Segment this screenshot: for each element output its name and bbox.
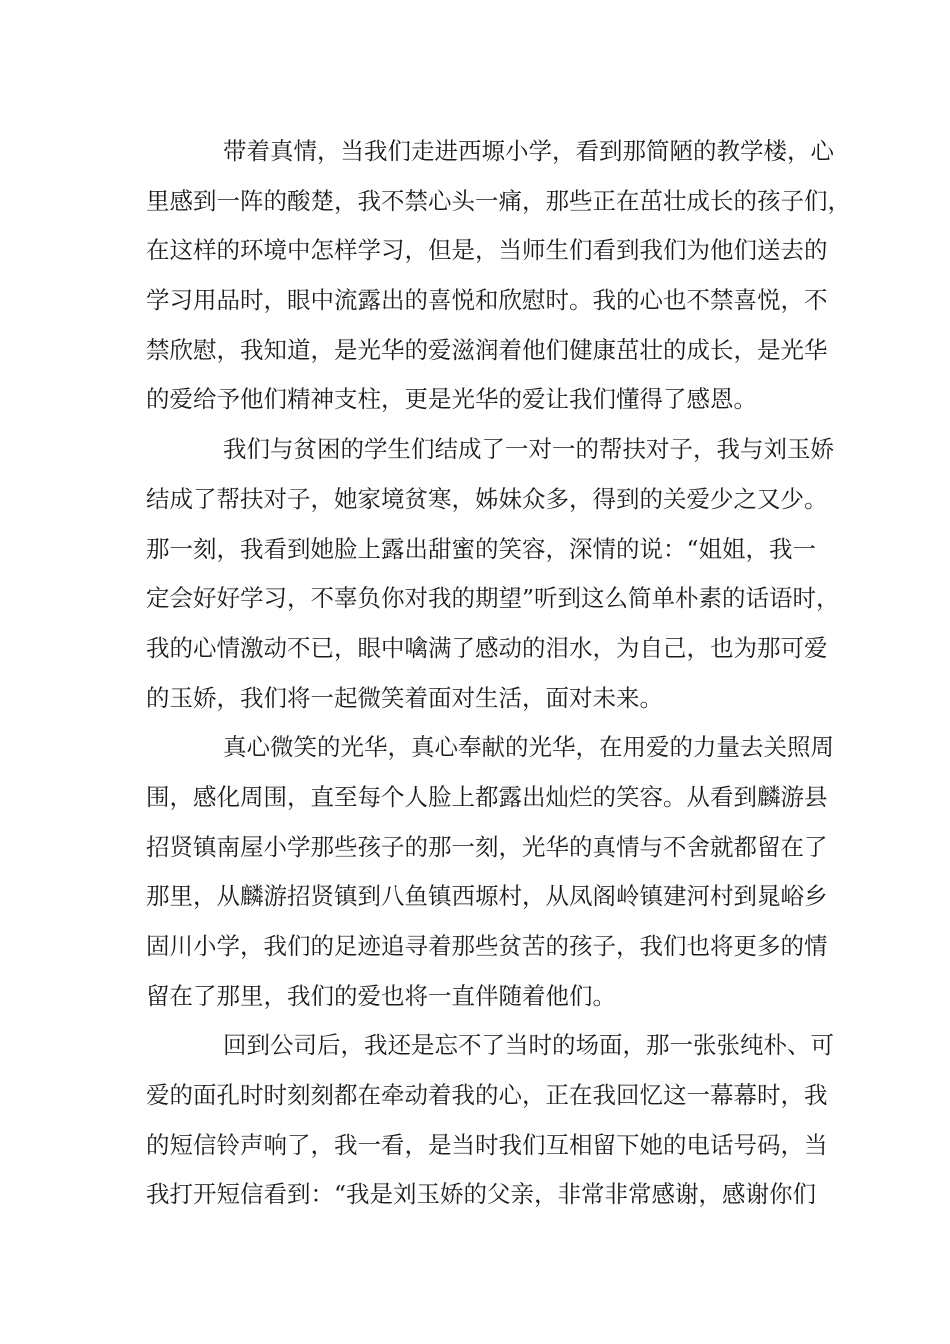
text-line: 禁欣慰，我知道，是光华的爱滋润着他们健康茁壮的成长，是光华 (146, 335, 828, 364)
text-line: 真心微笑的光华，真心奉献的光华，在用爱的力量去关照周 (223, 733, 834, 762)
paragraph (146, 723, 834, 1021)
text-line: 的爱给予他们精神支柱，更是光华的爱让我们懂得了感恩。 (146, 385, 757, 414)
text-line: 在这样的环境中怎样学习，但是，当师生们看到我们为他们送去的 (146, 236, 828, 265)
paragraph (146, 127, 851, 425)
text-line: 学习用品时，眼中流露出的喜悦和欣慰时。我的心也不禁喜悦，不 (146, 286, 828, 315)
text-line: 的玉娇，我们将一起微笑着面对生活，面对未来。 (146, 683, 663, 712)
text-line: 我的心情激动不已，眼中噙满了感动的泪水，为自己，也为那可爱 (146, 633, 828, 662)
paragraph (146, 425, 840, 723)
text-line: 固川小学，我们的足迹追寻着那些贫苦的孩子，我们也将更多的情 (146, 932, 828, 960)
document-body (146, 127, 851, 1220)
text-line: 里感到一阵的酸楚，我不禁心头一痛，那些正在茁壮成长的孩子们， (146, 186, 851, 215)
text-line: 定会好好学习，不辜负你对我的期望”听到这么简单朴素的话语时， (146, 584, 840, 613)
text-line: 我们与贫困的学生们结成了一对一的帮扶对子，我与刘玉娇 (223, 435, 834, 464)
text-line: 那一刻，我看到她脸上露出甜蜜的笑容，深情的说：“姐姐，我一 (146, 534, 817, 563)
paragraph (146, 1021, 834, 1220)
text-line: 我打开短信看到：“我是刘玉娇的父亲，非常非常感谢，感谢你们 (146, 1180, 817, 1209)
text-line: 那里，从麟游招贤镇到八鱼镇西塬村，从凤阁岭镇建河村到晁峪乡 (146, 882, 828, 911)
text-line: 爱的面孔时时刻刻都在牵动着我的心，正在我回忆这一幕幕时，我 (146, 1081, 828, 1110)
text-line: 带着真情，当我们走进西塬小学，看到那简陋的教学楼，心 (223, 137, 834, 165)
text-line: 留在了那里，我们的爱也将一直伴随着他们。 (146, 981, 616, 1010)
text-line: 围，感化周围，直至每个人脸上都露出灿烂的笑容。从看到麟游县 (146, 782, 828, 811)
text-line: 招贤镇南屋小学那些孩子的那一刻，光华的真情与不舍就都留在了 (146, 832, 828, 861)
text-line: 的短信铃声响了，我一看，是当时我们互相留下她的电话号码，当 (146, 1130, 828, 1159)
text-line: 回到公司后，我还是忘不了当时的场面，那一张张纯朴、可 (223, 1031, 834, 1060)
text-line: 结成了帮扶对子，她家境贫寒，姊妹众多，得到的关爱少之又少。 (146, 484, 828, 513)
